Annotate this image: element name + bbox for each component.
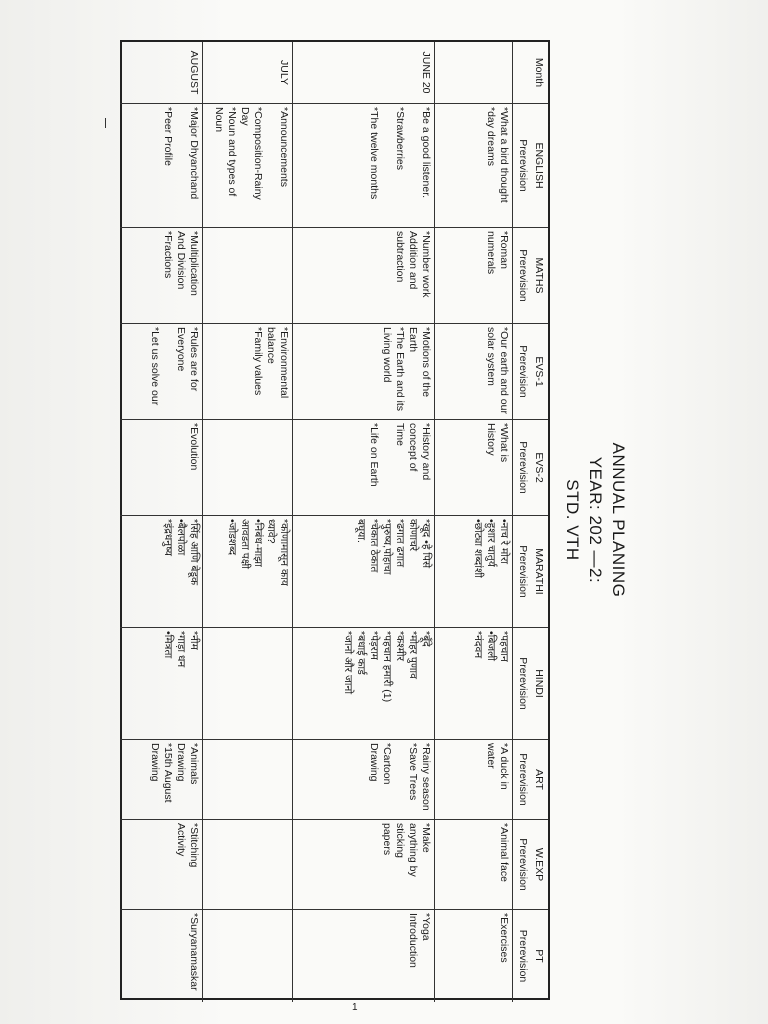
cell-line: •मित्रता	[162, 631, 174, 659]
header-subject: EVS-1	[533, 356, 545, 387]
table-cell	[434, 324, 512, 420]
cell-line: balance	[265, 327, 277, 364]
table-cell	[202, 104, 292, 228]
cell-line: Activity	[175, 823, 187, 857]
header-subtitle: Prerevision	[517, 753, 529, 806]
cell-line	[277, 823, 290, 906]
table-cell	[292, 820, 434, 910]
cell-line: *Peer Profile	[162, 107, 174, 166]
header-subject: ENGLISH	[533, 142, 545, 189]
table-cell	[292, 740, 434, 820]
header-cell	[512, 628, 548, 740]
cell-line: *पहचान हमारी (1)	[381, 631, 393, 703]
cell-line: *The twelve months	[368, 107, 380, 200]
cell-line: *Strawberries	[394, 107, 406, 171]
table-cell	[202, 516, 292, 628]
cell-line: *Save Trees	[407, 743, 419, 801]
table-cell	[292, 324, 434, 420]
table-cell	[202, 910, 292, 1002]
header-subject: MARATHI	[533, 548, 545, 595]
table-cell	[120, 516, 202, 628]
header-subtitle: Prerevision	[517, 139, 529, 192]
cell-line: Drawing	[149, 743, 161, 782]
cell-line: *Multiplication	[188, 231, 200, 296]
cell-line: *इंद्रधनुष्य	[162, 519, 174, 556]
cell-line: आवडता पक्षी	[239, 519, 251, 570]
cell-line: sticking	[394, 823, 406, 859]
cell-line	[277, 423, 290, 512]
cell-line	[277, 913, 290, 999]
cell-line: *पहचान	[498, 631, 510, 662]
table-cell	[434, 104, 512, 228]
cell-line: *गाड़ा धन	[175, 631, 187, 668]
cell-line: *Suryanamaskar	[188, 913, 200, 991]
table-cell	[120, 324, 202, 420]
table-cell	[202, 324, 292, 420]
table-cell	[120, 910, 202, 1002]
cell-line: concept of	[407, 423, 419, 472]
table-cell	[434, 420, 512, 516]
cell-line: Noun	[213, 107, 225, 133]
header-subtitle: Prerevision	[517, 249, 529, 302]
cell-line: •निबंध-माझा	[252, 519, 264, 567]
cell-line: *Cartoon	[381, 743, 393, 785]
cell-line	[380, 107, 393, 224]
cell-line: *What a bird thought	[498, 107, 510, 203]
cell-line: History	[485, 423, 497, 456]
cell-line: *नीम	[188, 631, 200, 650]
cell-line: *Evolution	[188, 423, 200, 471]
header-cell	[512, 42, 548, 104]
cell-line: *Rules are for	[188, 327, 200, 392]
cell-line: *The Earth and its	[394, 327, 406, 412]
table-cell	[292, 104, 434, 228]
planning-table	[120, 40, 550, 1000]
table-cell	[292, 628, 434, 740]
margin-mark	[105, 118, 106, 128]
table-cell	[434, 628, 512, 740]
table-cell	[120, 104, 202, 228]
cell-line: *खूद •हे पिसे	[420, 519, 432, 569]
cell-line: papers	[381, 823, 393, 856]
cell-line: *सिंह आणि बेडूक	[188, 519, 200, 586]
cell-line: *Life on Earth	[368, 423, 380, 487]
cell-line: *History and	[420, 423, 432, 481]
cell-line: •छोट्या शब्दांशी	[472, 519, 484, 578]
cell-line: Introduction	[407, 913, 419, 968]
cell-line: numerals	[485, 231, 497, 275]
table-cell	[120, 820, 202, 910]
cell-line: *Fractions	[162, 231, 174, 279]
cell-line	[406, 107, 419, 224]
header-subtitle: Prerevision	[517, 441, 529, 494]
month-cell	[434, 42, 512, 104]
table-cell	[202, 628, 292, 740]
cell-line: Living world	[381, 327, 393, 383]
cell-line: solar system	[485, 327, 497, 386]
title-block	[550, 40, 630, 1000]
cell-line	[277, 231, 290, 320]
cell-line: *बूँदे	[420, 631, 432, 647]
table-cell	[434, 228, 512, 324]
cell-line: •जोडशब्द	[226, 519, 238, 556]
cell-line: *कोणामासून काय	[278, 519, 290, 586]
header-cell	[512, 516, 548, 628]
cell-line: Drawing	[368, 743, 380, 782]
cell-line: Drawing	[175, 743, 187, 782]
cell-line: *जानो और जानो	[342, 631, 354, 695]
cell-line: *Our earth and our	[498, 327, 510, 414]
cell-line: And Division	[175, 231, 187, 290]
table-cell	[434, 740, 512, 820]
header-subtitle: Prerevision	[517, 657, 529, 710]
header-subject: W.EXP	[533, 847, 545, 882]
cell-line: *Environmental	[278, 327, 290, 399]
cell-line: *Be a good listener.	[420, 107, 432, 199]
cell-line: *चेकात ठेकात	[368, 519, 380, 573]
header-subject: HINDI	[533, 669, 545, 698]
month-cell: JUNE 20	[292, 42, 434, 104]
table-cell	[120, 420, 202, 516]
cell-line: *Stitching	[188, 823, 200, 868]
table-cell	[120, 228, 202, 324]
table-cell	[120, 740, 202, 820]
table-cell	[202, 420, 292, 516]
cell-line: *Major Dhyanchand	[188, 107, 200, 200]
cell-line: *पेड़राम	[368, 631, 380, 660]
cell-line: •बैलपोळा	[175, 519, 187, 556]
cell-line: *Animals	[188, 743, 200, 785]
cell-line: Everyone	[175, 327, 187, 372]
cell-line	[380, 423, 393, 512]
header-cell	[512, 324, 548, 420]
header-cell	[512, 104, 548, 228]
table-cell	[202, 228, 292, 324]
header-cell	[512, 228, 548, 324]
month-cell: JULY	[202, 42, 292, 104]
cell-line: *Announcements	[278, 107, 290, 187]
cell-line: •बिजली	[485, 631, 497, 662]
cell-line: *Make	[420, 823, 432, 853]
standard-line: STD. VTH	[563, 479, 582, 561]
cell-line	[174, 107, 187, 224]
cell-line: *Noun and types of	[226, 107, 238, 197]
cell-line: *A duck in	[498, 743, 510, 790]
cell-line: Addition and	[407, 231, 419, 290]
cell-line: *मोहर पुणाव	[407, 631, 419, 679]
cell-line: *Family values	[252, 327, 264, 396]
cell-line: •नाच रे मोरा	[498, 519, 510, 565]
cell-line: *Yoga	[420, 913, 432, 941]
header-subject: MATHS	[533, 257, 545, 294]
header-subject: EVS-2	[533, 452, 545, 483]
header-subject: ART	[533, 769, 545, 790]
page-number: 1	[352, 1002, 358, 1013]
cell-line: *Rainy season	[420, 743, 432, 811]
year-line: YEAR: 202 —2:	[586, 456, 605, 584]
header-subtitle: Prerevision	[517, 545, 529, 598]
cell-line: water	[485, 743, 497, 769]
table-cell	[434, 910, 512, 1002]
header-subtitle: Prerevision	[517, 838, 529, 891]
header-cell	[512, 740, 548, 820]
table-cell	[292, 516, 434, 628]
header-subtitle: Prerevision	[517, 929, 529, 983]
cell-line	[264, 107, 277, 224]
table-cell	[292, 420, 434, 516]
cell-line: Earth	[407, 327, 419, 353]
month-cell: AUGUST	[120, 42, 202, 104]
table-cell	[120, 628, 202, 740]
cell-line: *day dreams	[485, 107, 497, 166]
cell-line	[277, 743, 290, 816]
cell-line	[277, 631, 290, 736]
header-cell	[512, 420, 548, 516]
table-cell	[434, 516, 512, 628]
table-cell	[292, 228, 434, 324]
cell-line: *Let us solve our	[149, 327, 161, 406]
cell-line: कोणाचरे	[407, 519, 419, 552]
cell-line: *नंदवन	[472, 631, 484, 659]
cell-line: बघूया.	[355, 519, 367, 543]
cell-line: *15th August	[162, 743, 174, 803]
table-cell	[202, 820, 292, 910]
table-cell	[292, 910, 434, 1002]
header-subtitle: Prerevision	[517, 345, 529, 398]
header-subject: Month	[533, 57, 545, 88]
cell-line: Time	[394, 423, 406, 446]
table-cell	[434, 820, 512, 910]
cell-line	[393, 743, 406, 816]
cell-line: •हुशार चातुर्य	[485, 519, 497, 567]
document-title: ANNUAL PLANING	[609, 442, 628, 598]
cell-line: anything by	[407, 823, 419, 877]
cell-line	[161, 327, 174, 416]
cell-line: *What is	[498, 423, 510, 463]
cell-line: *Number work	[420, 231, 432, 298]
header-cell	[512, 910, 548, 1002]
cell-line: *Exercises	[498, 913, 510, 963]
cell-line: *बधाई कार्ड	[355, 631, 367, 675]
cell-line: *Animal face	[498, 823, 510, 882]
cell-line: *Motions of the	[420, 327, 432, 398]
rotated-content	[120, 40, 630, 1000]
cell-line: ध्यावे?	[265, 519, 277, 544]
cell-line: *Composition-Rainy	[252, 107, 264, 200]
table-cell	[202, 740, 292, 820]
header-cell	[512, 820, 548, 910]
header-subject: PT	[533, 949, 545, 963]
cell-line: *पुरुष्य,पोहाचा	[381, 519, 393, 575]
cell-line: *कश्मीर	[394, 631, 406, 661]
cell-line: subtraction	[394, 231, 406, 283]
cell-line: *Roman	[498, 231, 510, 269]
cell-line: Day	[239, 107, 251, 126]
cell-line: *ढगात ढगात	[394, 519, 406, 568]
